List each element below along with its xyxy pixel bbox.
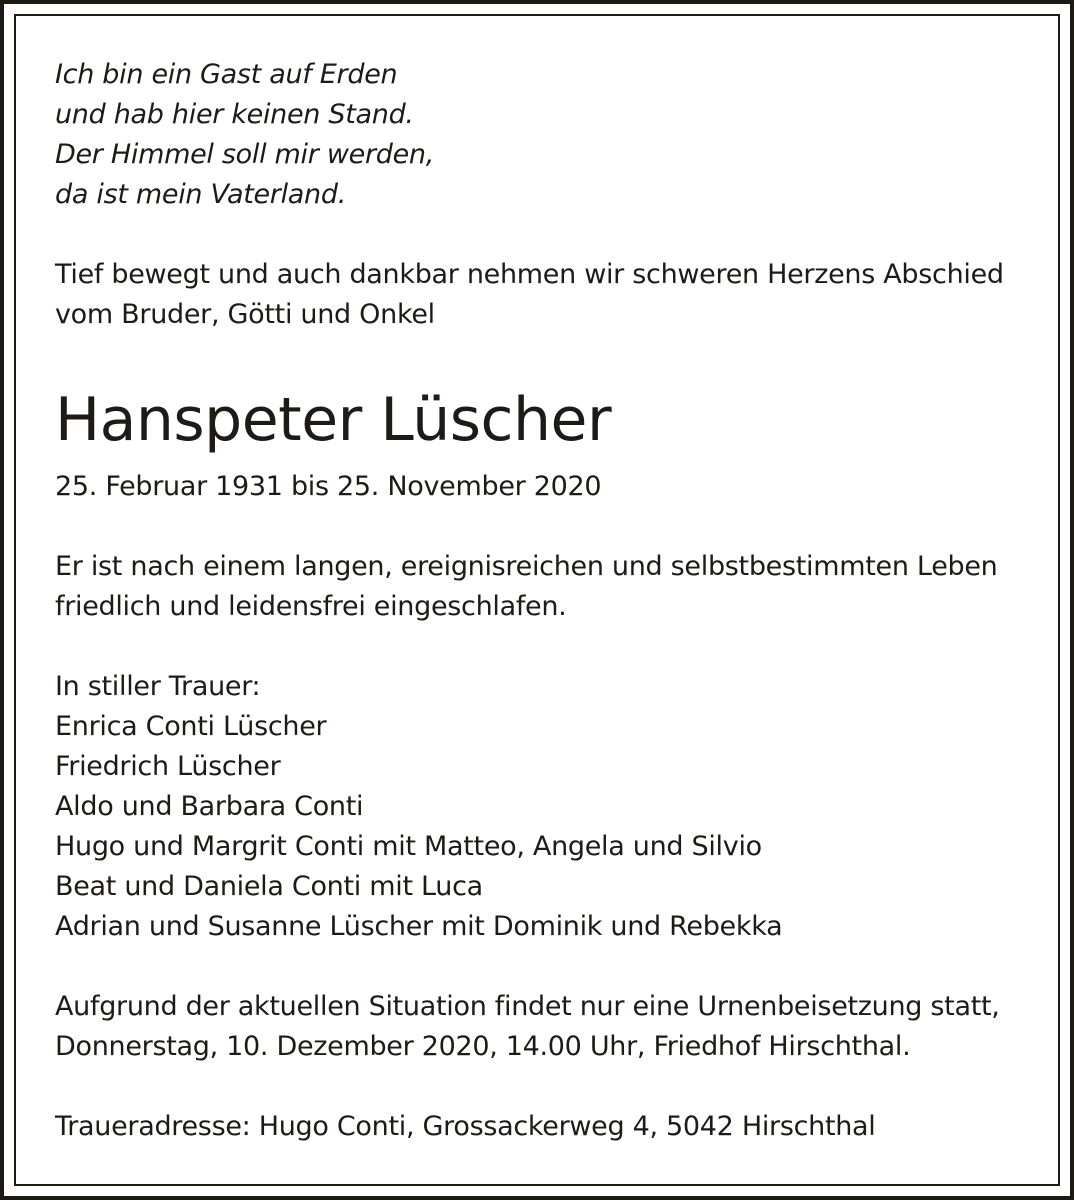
intro-line: Tief bewegt und auch dankbar nehmen wir schweren Herzens Abschied	[55, 259, 1004, 290]
statement-line: Er ist nach einem langen, ereignisreichen und selbstbestimmten Leben	[55, 551, 998, 582]
statement	[55, 547, 1045, 627]
dates-line: 25. Februar 1931 bis 25. November 2020	[55, 471, 602, 502]
address-line: Traueradresse: Hugo Conti, Grossackerweg 4, 5042 Hirschthal	[55, 1111, 876, 1142]
poem-line: und hab hier keinen Stand.	[55, 99, 414, 130]
mourners-list	[55, 667, 1045, 947]
mourner-name: Beat und Daniela Conti mit Luca	[55, 871, 483, 902]
mourner-name: Hugo und Margrit Conti mit Matteo, Angela und Silvio	[55, 831, 762, 862]
poem	[55, 55, 1045, 215]
poem-line: Ich bin ein Gast auf Erden	[55, 59, 398, 90]
statement-line: friedlich und leidensfrei eingeschlafen.	[55, 591, 567, 622]
mourner-name: Enrica Conti Lüscher	[55, 711, 327, 742]
mourner-name: Friedrich Lüscher	[55, 751, 281, 782]
mourners-heading: In stiller Trauer:	[55, 671, 261, 702]
ceremony-line: Aufgrund der aktuellen Situation findet nur eine Urnenbeisetzung statt,	[55, 991, 1000, 1022]
poem-line: da ist mein Vaterland.	[55, 179, 346, 210]
intro-text	[55, 255, 1045, 335]
deceased-name: Hanspeter Lüscher	[55, 385, 612, 455]
poem-line: Der Himmel soll mir werden,	[55, 139, 434, 170]
intro-line: vom Bruder, Götti und Onkel	[55, 299, 435, 330]
ceremony-info	[55, 987, 1045, 1067]
mourner-name: Adrian und Susanne Lüscher mit Dominik und Rebekka	[55, 911, 783, 942]
mourning-address	[55, 1107, 1045, 1147]
ceremony-line: Donnerstag, 10. Dezember 2020, 14.00 Uhr, Friedhof Hirschthal.	[55, 1031, 911, 1062]
mourner-name: Aldo und Barbara Conti	[55, 791, 364, 822]
life-dates	[55, 467, 1045, 507]
